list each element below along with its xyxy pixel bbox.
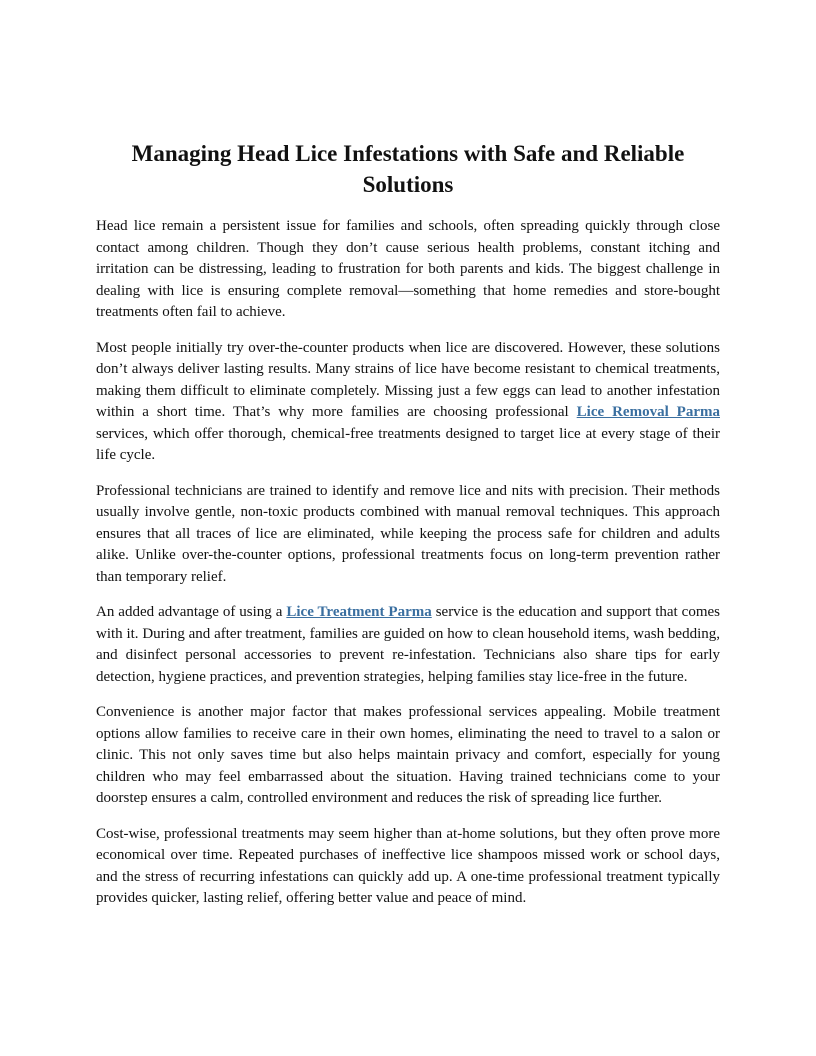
lice-removal-parma-link[interactable]: Lice Removal Parma <box>576 404 720 420</box>
paragraph-text: services, which offer thorough, chemical-free treatments designed to target lice at every stage of their life cycle. <box>96 425 720 463</box>
paragraph-text: An added advantage of using a <box>96 604 287 620</box>
paragraph-text: Cost-wise, professional treatments may seem higher than at-home solutions, but they often prove more economical over time. Repeated purchases of ineffective lice shampoos missed work or school days, and the stress of recurring infestations can quickly add up. A one-time professional treatment typically provides quicker, lasting relief, offering better value and peace of mind. <box>96 825 720 906</box>
paragraph-text: Professional technicians are trained to identify and remove lice and nits with precision. Their methods usually involve gentle, non-toxic products combined with manual removal techniques. This approach ensures that all traces of lice are eliminated, while keeping the process safe for children and adults alike. Unlike over-the-counter options, professional treatments focus on long-term prevention rather than temporary relief. <box>96 482 720 585</box>
paragraph-text: Head lice remain a persistent issue for families and schools, often spreading quickly through close contact among children. Though they don’t cause serious health problems, constant itching and irritation can be distressing, leading to frustration for both parents and kids. The biggest challenge in dealing with lice is ensuring complete removal—something that home remedies and store-bought treatments often fail to achieve. <box>96 218 720 320</box>
paragraph-2 <box>96 338 720 467</box>
paragraph-text: Convenience is another major factor that makes professional services appealing. Mobile treatment options allow families to receive care in their own homes, eliminating the need to travel to a salon or clinic. This not only saves time but also helps maintain privacy and comfort, especially for young children who may feel embarrassed about the situation. Having trained technicians come to your doorstep ensures a calm, controlled environment and reduces the risk of spreading lice further. <box>96 704 720 806</box>
document-page <box>96 138 720 924</box>
paragraph-4 <box>96 602 720 688</box>
paragraph-text: Most people initially try over-the-counter products when lice are discovered. However, these solutions don’t always deliver lasting results. Many strains of lice have become resistant to chemical treatments, making them difficult to eliminate completely. Missing just a few eggs can lead to another infestation within a short time. That’s why more families are choosing professional <box>96 339 720 420</box>
paragraph-6 <box>96 824 720 910</box>
paragraph-3 <box>96 481 720 589</box>
paragraph-1 <box>96 216 720 324</box>
lice-treatment-parma-link[interactable]: Lice Treatment Parma <box>286 604 432 620</box>
page-title: Managing Head Lice Infestations with Safe and Reliable Solutions <box>131 141 685 197</box>
paragraph-5 <box>96 702 720 810</box>
paragraph-text: service is the education and support that comes with it. During and after treatment, families are guided on how to clean household items, wash bedding, and disinfect personal accessories to prevent re-infestation. Technicians also share tips for early detection, hygiene practices, and prevention strategies, helping families stay lice-free in the future. <box>96 604 720 685</box>
